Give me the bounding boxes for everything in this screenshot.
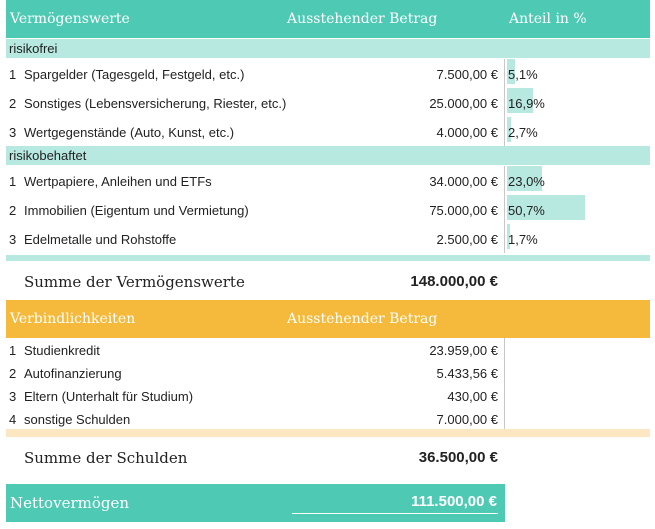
row-label: sonstige Schulden [24, 412, 131, 427]
group-row-risikofrei [6, 39, 650, 58]
row-number: 1 [9, 67, 17, 82]
row-amount: 25.000,00 € [429, 96, 498, 111]
row-label: Autofinanzierung [24, 366, 122, 381]
liabilities-sum-row [6, 438, 650, 478]
assets-sum-value: 148.000,00 € [410, 273, 498, 290]
row-percent: 23,0% [508, 174, 545, 189]
row-number: 1 [9, 343, 17, 358]
row-amount: 4.000,00 € [436, 125, 498, 140]
row-percent: 16,9% [508, 96, 545, 111]
table-row [6, 166, 650, 195]
net-worth-underline [292, 513, 498, 514]
column-divider [504, 384, 505, 407]
row-label: Studienkredit [24, 343, 100, 358]
column-divider [504, 361, 505, 384]
row-number: 3 [9, 125, 17, 140]
liabilities-header-label: Verbindlichkeiten [10, 311, 136, 327]
table-row [6, 195, 650, 224]
column-divider [504, 88, 505, 117]
liabilities-sum-label: Summe der Schulden [24, 449, 188, 467]
row-amount: 430,00 € [447, 389, 498, 404]
row-label: Wertpapiere, Anleihen und ETFs [24, 174, 212, 189]
assets-sum-label: Summe der Vermögenswerte [24, 273, 245, 291]
row-number: 3 [9, 389, 17, 404]
net-worth-bar [6, 484, 505, 522]
table-row [6, 361, 650, 384]
row-amount: 23.959,00 € [429, 343, 498, 358]
row-amount: 2.500,00 € [436, 232, 498, 247]
group-label: risikobehaftet [9, 148, 87, 163]
table-row [6, 338, 650, 361]
row-number: 1 [9, 174, 17, 189]
assets-share-header: Anteil in % [509, 11, 587, 27]
row-amount: 7.500,00 € [436, 67, 498, 82]
assets-header [6, 0, 650, 38]
table-row [6, 224, 650, 253]
column-divider [504, 117, 505, 146]
assets-amount-header: Ausstehender Betrag [287, 11, 438, 27]
row-number: 2 [9, 366, 17, 381]
table-row [6, 117, 650, 146]
row-number: 3 [9, 232, 17, 247]
row-percent: 5,1% [508, 67, 538, 82]
liabilities-sum-value: 36.500,00 € [418, 449, 498, 466]
row-amount: 75.000,00 € [429, 203, 498, 218]
row-label: Eltern (Unterhalt für Studium) [24, 389, 194, 404]
column-divider [504, 407, 505, 430]
row-amount: 34.000,00 € [429, 174, 498, 189]
table-row [6, 384, 650, 407]
row-label: Spargelder (Tagesgeld, Festgeld, etc.) [24, 67, 245, 82]
liabilities-amount-header: Ausstehender Betrag [287, 311, 438, 327]
group-label: risikofrei [9, 41, 58, 56]
assets-header-label: Vermögenswerte [10, 11, 130, 27]
column-divider [504, 166, 505, 195]
row-amount: 7.000,00 € [436, 412, 498, 427]
row-label: Edelmetalle und Rohstoffe [24, 232, 177, 247]
row-amount: 5.433,56 € [436, 366, 498, 381]
row-label: Sonstiges (Lebensversicherung, Riester, etc.) [24, 96, 287, 111]
column-divider [504, 195, 505, 224]
table-row [6, 88, 650, 117]
row-number: 2 [9, 96, 17, 111]
column-divider [504, 224, 505, 253]
liabilities-header [6, 300, 650, 338]
row-percent: 50,7% [508, 203, 545, 218]
net-worth-label: Nettovermögen [10, 494, 130, 512]
group-row-risikobehaftet [6, 146, 650, 165]
net-worth-value: 111.500,00 € [411, 493, 497, 510]
table-row [6, 59, 650, 88]
row-number: 4 [9, 412, 17, 427]
liabilities-footer-strip [6, 429, 650, 437]
column-divider [504, 59, 505, 88]
table-row [6, 407, 650, 430]
row-percent: 2,7% [508, 125, 538, 140]
row-label: Immobilien (Eigentum und Vermietung) [24, 203, 249, 218]
assets-sum-row [6, 262, 650, 302]
row-number: 2 [9, 203, 17, 218]
column-divider [504, 338, 505, 361]
assets-footer-strip [6, 255, 650, 261]
row-label: Wertgegenstände (Auto, Kunst, etc.) [24, 125, 235, 140]
row-percent: 1,7% [508, 232, 538, 247]
